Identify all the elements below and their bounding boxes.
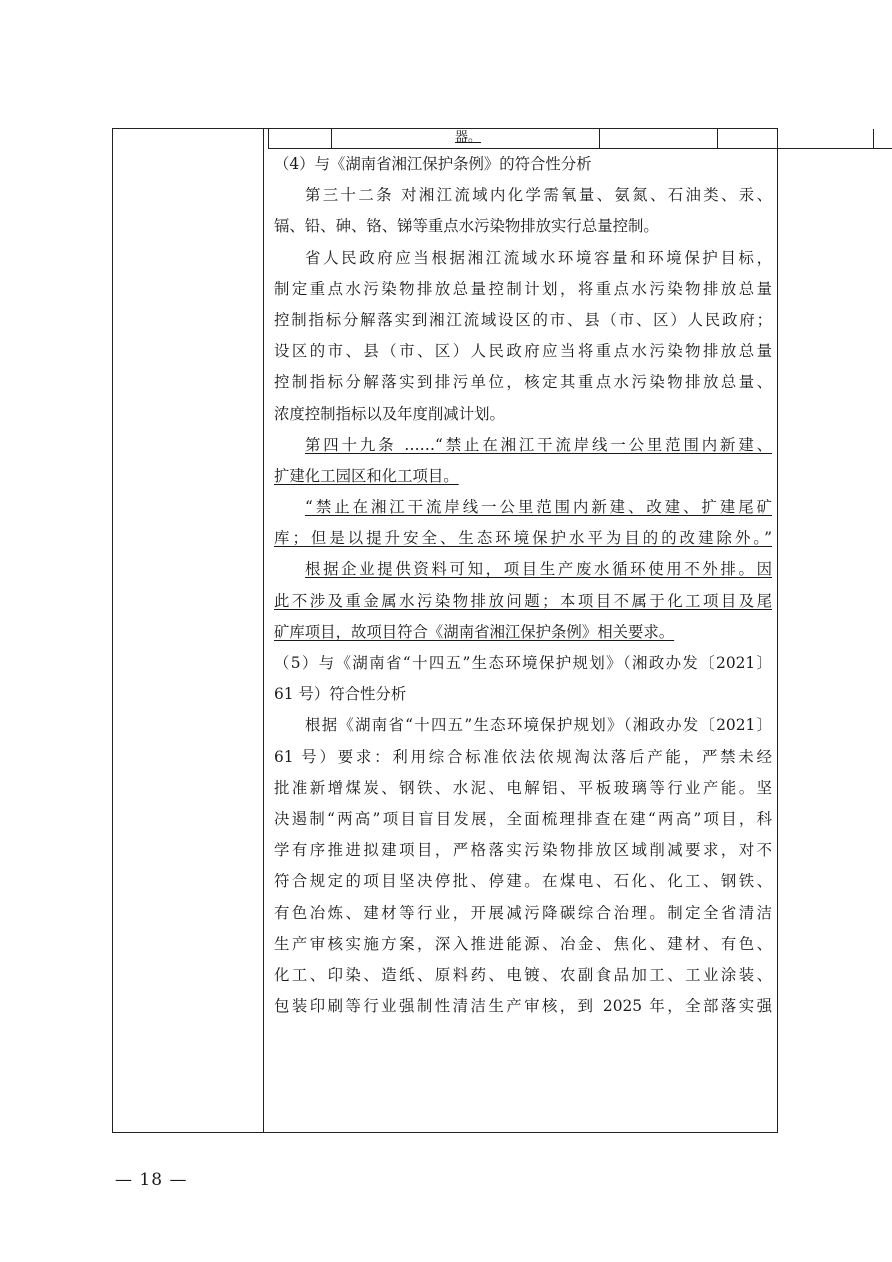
text-line-content: 决遏制“两高”项目盲目发展，全面梳理排查在建“两高”项目，科 (274, 809, 772, 828)
text-line-content: 61 号）符合性分析 (274, 685, 407, 704)
text-line (274, 742, 772, 773)
text-line-content: 根据《湖南省“十四五”生态环境保护规划》（湘政办发〔2021〕 (305, 716, 772, 735)
text-line-content: （4）与《湖南省湘江保护条例》的符合性分析 (274, 155, 592, 173)
text-line (274, 648, 772, 679)
text-line-content: 学有序推进拟建项目，严格落实污染物排放区域削减要求，对不 (274, 841, 772, 860)
table-left-column (113, 129, 264, 1132)
text-line (274, 617, 772, 648)
text-line (274, 180, 772, 211)
text-line (274, 991, 772, 1022)
text-line (274, 679, 772, 710)
text-line (274, 399, 772, 430)
text-line (274, 211, 772, 242)
text-line (274, 929, 772, 960)
text-line-content: 控制指标分解落实到湘江流域设区的市、县（市、区）人民政府； (274, 310, 772, 329)
text-line (274, 898, 772, 929)
text-line-content: 扩建化工园区和化工项目。 (274, 466, 459, 485)
text-line-content: 第四十九条 ……“禁止在湘江干流岸线一公里范围内新建、 (305, 435, 772, 454)
text-line-content: 第三十二条 对湘江流域内化学需氧量、氨氮、石油类、汞、 (305, 186, 772, 205)
text-line (274, 960, 772, 991)
text-line-content: 包装印刷等行业强制性清洁生产审核，到 2025 年，全部落实强 (274, 997, 772, 1016)
nested-table-fragment (268, 129, 892, 149)
text-line-content: 制定重点水污染物排放总量控制计划，将重点水污染物排放总量 (274, 279, 772, 298)
text-line-content: 浓度控制指标以及年度削减计划。 (274, 404, 505, 423)
text-line (274, 554, 772, 585)
text-line (274, 461, 772, 492)
text-line-content: 库；但是以提升安全、生态环境保护水平为目的的改建除外。” (274, 529, 772, 548)
text-line-content: 有色冶炼、建材等行业，开展减污降碳综合治理。制定全省清洁 (274, 903, 772, 922)
cell-divider (331, 129, 332, 148)
text-line (274, 492, 772, 523)
text-line-content: 根据企业提供资料可知，项目生产废水循环使用不外排。因 (305, 560, 772, 579)
nested-cell-text: 器。 (455, 130, 482, 145)
text-line-content: 镉、铅、砷、铬、锑等重点水污染物排放实行总量控制。 (274, 217, 659, 236)
text-line (274, 586, 772, 617)
text-line-content: 此不涉及重金属水污染物排放问题；本项目不属于化工项目及尾 (274, 591, 772, 610)
text-line-content: 符合规定的项目坚决停批、停建。在煤电、石化、化工、钢铁、 (274, 872, 772, 891)
text-line (274, 866, 772, 897)
text-line (274, 274, 772, 305)
text-line (274, 305, 772, 336)
text-line-content: 批准新增煤炭、钢铁、水泥、电解铝、平板玻璃等行业产能。坚 (274, 778, 772, 797)
text-line (274, 523, 772, 554)
table-right-column (264, 129, 777, 1132)
text-line-content: 矿库项目，故项目符合《湖南省湘江保护条例》相关要求。 (274, 622, 675, 641)
text-line (274, 835, 772, 866)
text-line-content: （5）与《湖南省“十四五”生态环境保护规划》（湘政办发〔2021〕 (274, 654, 772, 672)
text-line-content: 61 号）要求：利用综合标准依法依规淘汰落后产能，严禁未经 (274, 747, 772, 766)
text-line (274, 367, 772, 398)
text-line (274, 336, 772, 367)
text-line-content: 生产审核实施方案，深入推进能源、冶金、焦化、建材、有色、 (274, 934, 772, 953)
text-line (274, 710, 772, 741)
text-line-content: 设区的市、县（市、区）人民政府应当将重点水污染物排放总量 (274, 342, 772, 361)
text-line (274, 430, 772, 461)
text-line-content: 省人民政府应当根据湘江流域水环境容量和环境保护目标， (305, 248, 772, 267)
text-line (274, 149, 772, 180)
page-number: — 18 — (115, 1170, 188, 1190)
text-line (274, 804, 772, 835)
cell-divider (599, 129, 600, 148)
text-line (274, 243, 772, 274)
text-line (274, 773, 772, 804)
cell-divider (873, 129, 874, 148)
analysis-text (274, 149, 772, 1022)
text-line-content: 控制指标分解落实到排污单位，核定其重点水污染物排放总量、 (274, 373, 772, 392)
text-line-content: “禁止在湘江干流岸线一公里范围内新建、改建、扩建尾矿 (305, 498, 772, 517)
text-line-content: 化工、印染、造纸、原料药、电镀、农副食品加工、工业涂装、 (274, 965, 772, 984)
cell-divider (717, 129, 718, 148)
assessment-table (112, 128, 778, 1133)
